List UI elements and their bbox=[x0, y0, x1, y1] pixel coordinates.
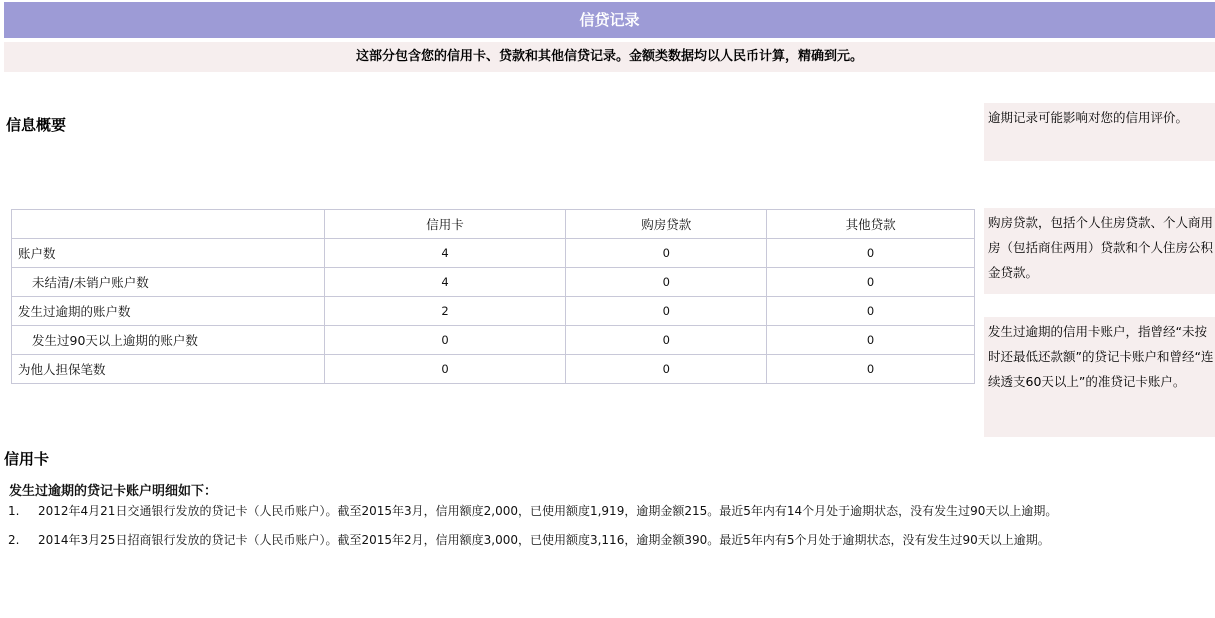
table-cell: 0 bbox=[566, 268, 767, 297]
table-row bbox=[12, 239, 975, 268]
column-header: 其他贷款 bbox=[767, 210, 975, 239]
column-header: 信用卡 bbox=[324, 210, 566, 239]
list-item bbox=[8, 499, 1215, 524]
column-header: 购房贷款 bbox=[566, 210, 767, 239]
row-label: 发生过逾期的账户数 bbox=[12, 297, 325, 326]
list-index: 1. bbox=[8, 504, 20, 518]
table-row bbox=[12, 355, 975, 384]
sidebar-note-overdue: 逾期记录可能影响对您的信用评价。 bbox=[984, 103, 1215, 161]
table-cell: 0 bbox=[566, 239, 767, 268]
section-description: 这部分包含您的信用卡、贷款和其他信贷记录。金额类数据均以人民币计算，精确到元。 bbox=[4, 42, 1215, 72]
table-row bbox=[12, 326, 975, 355]
row-label: 未结清/未销户账户数 bbox=[12, 268, 325, 297]
table-cell: 2 bbox=[324, 297, 566, 326]
summary-table bbox=[11, 209, 975, 384]
sidebar-note-overdue-card: 发生过逾期的信用卡账户，指曾经“未按时还最低还款额”的贷记卡账户和曾经“连续透支60天以上”的准贷记卡账户。 bbox=[984, 317, 1215, 437]
list-item bbox=[8, 528, 1215, 553]
table-header-row bbox=[12, 210, 975, 239]
table-cell: 0 bbox=[324, 355, 566, 384]
overdue-details-heading: 发生过逾期的贷记卡账户明细如下： bbox=[9, 484, 218, 499]
table-cell: 0 bbox=[324, 326, 566, 355]
table-cell: 4 bbox=[324, 239, 566, 268]
credit-card-heading: 信用卡 bbox=[4, 450, 50, 468]
section-header-bar bbox=[4, 2, 1215, 38]
summary-heading: 信息概要 bbox=[6, 116, 67, 134]
table-cell: 0 bbox=[566, 297, 767, 326]
row-label: 账户数 bbox=[12, 239, 325, 268]
overdue-record-list bbox=[8, 499, 1215, 557]
table-cell: 0 bbox=[767, 326, 975, 355]
table-row bbox=[12, 297, 975, 326]
section-title: 信贷记录 bbox=[579, 11, 640, 29]
table-cell: 0 bbox=[566, 355, 767, 384]
row-label: 为他人担保笔数 bbox=[12, 355, 325, 384]
record-text: 2014年3月25日招商银行发放的贷记卡（人民币账户）。截至2015年2月，信用额度3,000，已使用额度3,116，逾期金额390。最近5年内有5个月处于逾期状态，没有发生过90天以上逾期。 bbox=[38, 533, 1050, 547]
table-cell: 0 bbox=[767, 239, 975, 268]
table-cell: 0 bbox=[767, 355, 975, 384]
table-cell: 4 bbox=[324, 268, 566, 297]
list-index: 2. bbox=[8, 533, 20, 547]
record-text: 2012年4月21日交通银行发放的贷记卡（人民币账户）。截至2015年3月，信用额度2,000，已使用额度1,919，逾期金额215。最近5年内有14个月处于逾期状态，没有发生过90天以上逾期。 bbox=[38, 504, 1058, 518]
sidebar-note-mortgage: 购房贷款，包括个人住房贷款、个人商用房（包括商住两用）贷款和个人住房公积金贷款。 bbox=[984, 208, 1215, 294]
column-header bbox=[12, 210, 325, 239]
table-cell: 0 bbox=[566, 326, 767, 355]
row-label: 发生过90天以上逾期的账户数 bbox=[12, 326, 325, 355]
table-cell: 0 bbox=[767, 297, 975, 326]
table-cell: 0 bbox=[767, 268, 975, 297]
table-row bbox=[12, 268, 975, 297]
